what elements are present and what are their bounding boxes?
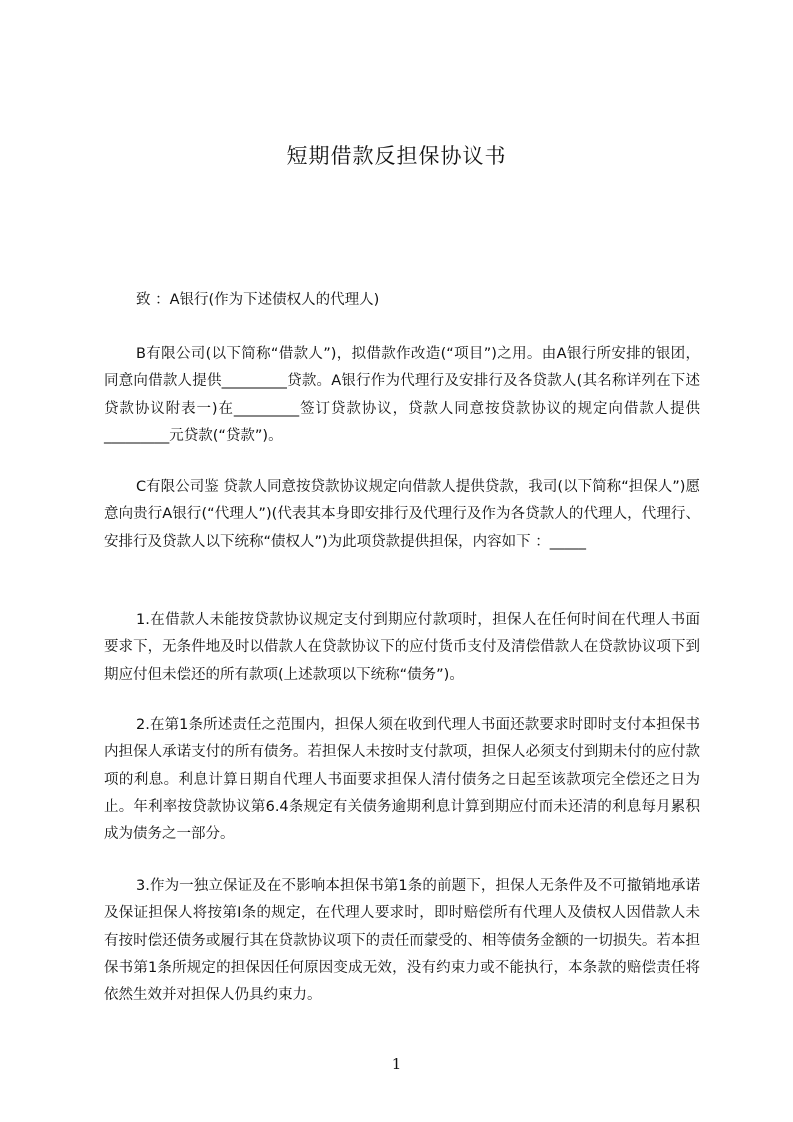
clause-2: 2.在第1条所述责任之范围内，担保人须在收到代理人书面还款要求时即时支付本担保书内担保人承诺支付的所有债务。若担保人未按时支付款项，担保人必须支付到期未付的应付款项的利息。利息计算日期自代理人书面要求担保人清付债务之日起至该款项完全偿还之日为止。年利率按贷款协议第6.4条规定有关债务逾期利息计算到期应付而未还清的利息每月累积成为债务之一部分。 (104, 717, 700, 843)
paragraph-background: B有限公司(以下简称“借款人”)，拟借款作改造(“项目”)之用。由A银行所安排的银团，同意向借款人提供_________贷款。A银行作为代理行及安排行及各贷款人(其名称详列在下述贷款协议附表一)在_________签订贷款协议，贷款人同意按贷款协议的规定向借款人提供_________元贷款(“贷款”)。 (104, 346, 700, 444)
clause-1: 1.在借款人未能按贷款协议规定支付到期应付款项时，担保人在任何时间在代理人书面要求下，无条件地及时以借款人在贷款协议下的应付货币支付及清偿借款人在贷款协议项下到期应付但未偿还的所有款项(上述款项以下统称“债务”)。 (104, 612, 700, 683)
clause-3: 3.作为一独立保证及在不影响本担保书第1条的前题下，担保人无条件及不可撤销地承诺及保证担保人将按第I条的规定，在代理人要求时，即时赔偿所有代理人及债权人因借款人未有按时偿还债务或履行其在贷款协议项下的责任而蒙受的、相等债务金额的一切损失。若本担保书第1条所规定的担保因任何原因变成无效，没有约束力或不能执行，本条款的赔偿责任将依然生效并对担保人仍具约束力。 (104, 878, 700, 1004)
addressee-line: 致 ：A银行(作为下述债权人的代理人) (136, 292, 380, 308)
page-number: 1 (391, 1055, 402, 1073)
paragraph-guarantor-intro: C有限公司鉴 贷款人同意按贷款协议规定向借款人提供贷款，我司(以下简称“担保人”)愿意向贵行A银行(“代理人”)(代表其本身即安排行及代理行及作为各贷款人的代理人，代理行、安排行及贷款人以下统称“债权人”)为此项贷款提供担保，内容如下 ：_____ (104, 479, 700, 550)
document-title: 短期借款反担保协议书 (286, 144, 507, 168)
